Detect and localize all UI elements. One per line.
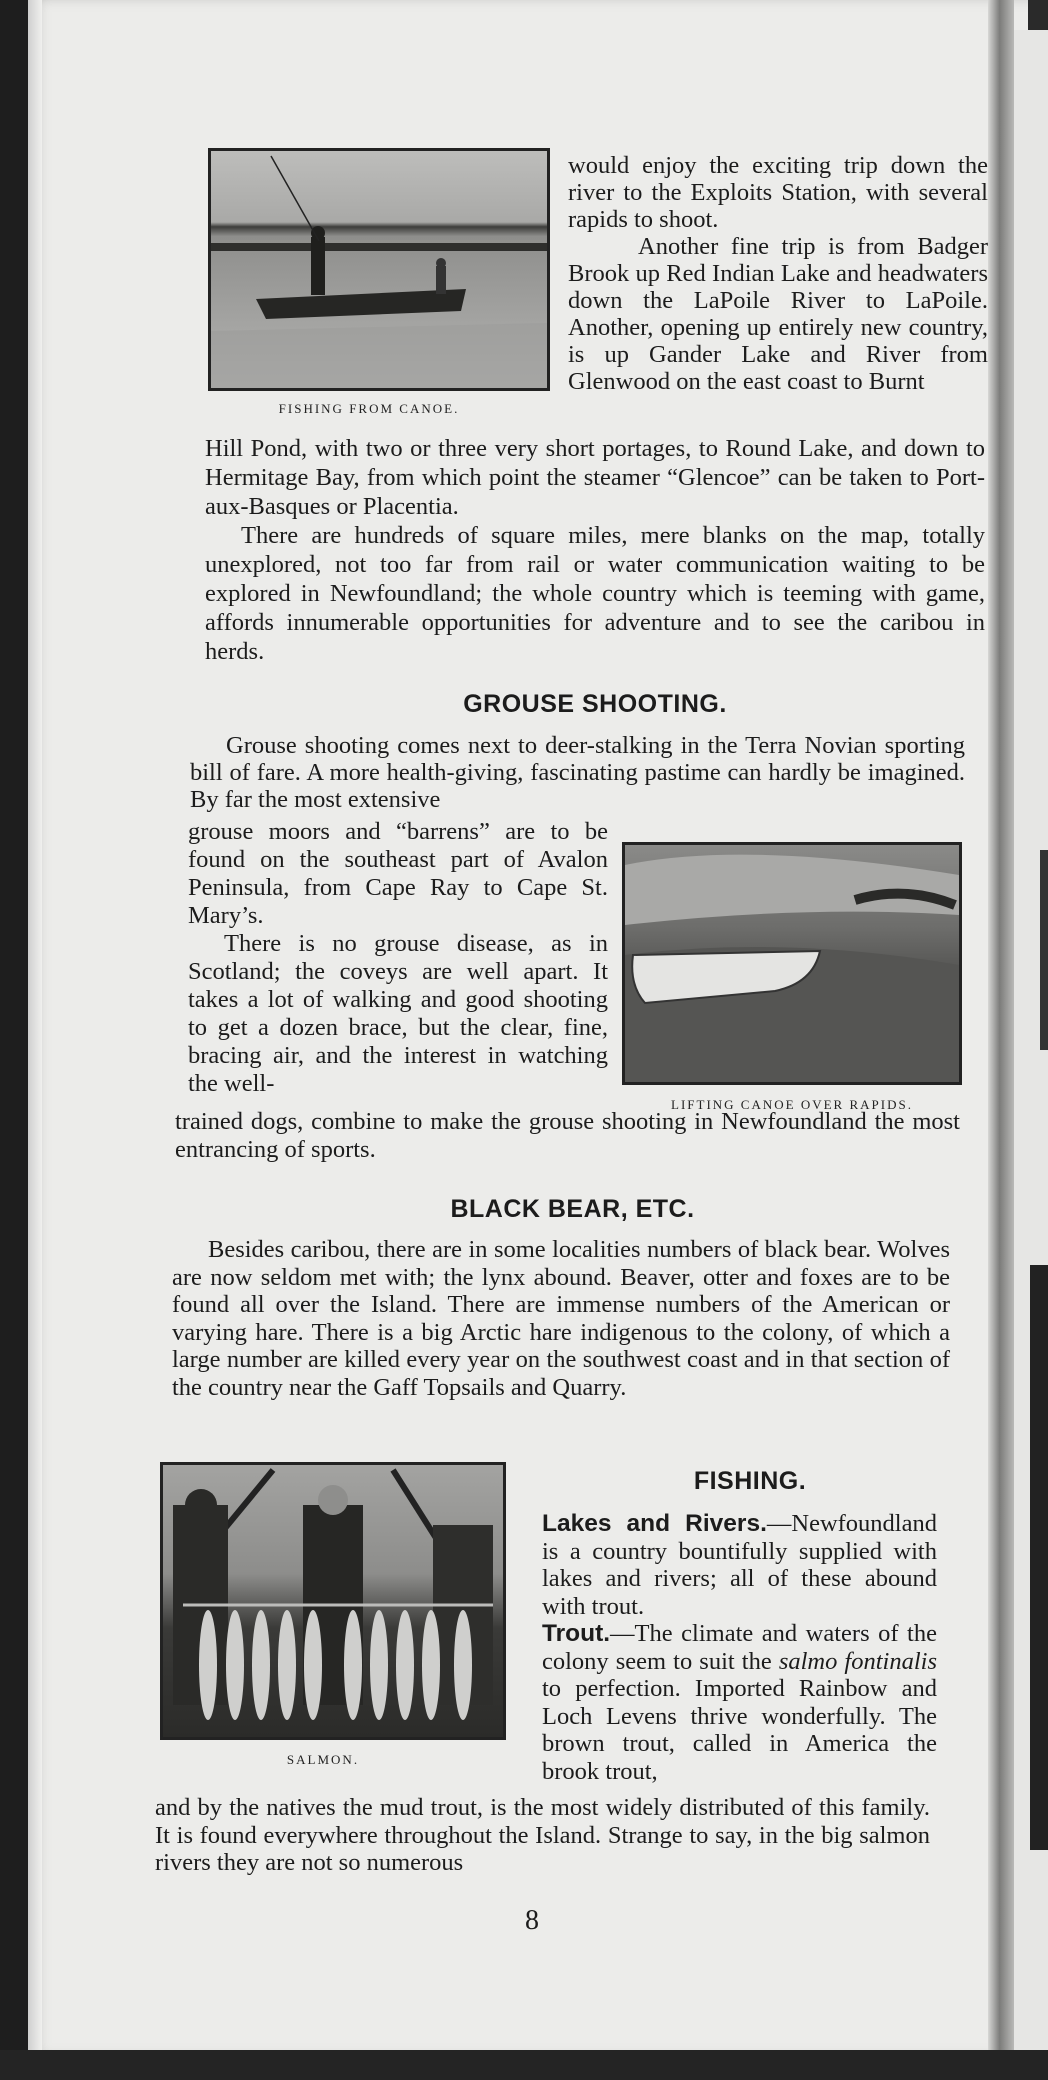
trout-text-a: —The climate and waters of the colony seem to suit the xyxy=(542,1620,937,1675)
paragraph-mud-trout: and by the natives the mud trout, is the most widely distributed of this family. It is found everywhere throughout the Island. Strange to say, in the big salmon rivers they are not so numerous xyxy=(155,1794,930,1876)
trout-text-b: to perfection. Imported Rainbow and Loch Levens thrive wonderfully. The brown trout, called in America the brook trout, xyxy=(542,1675,937,1785)
paragraph-lakes-and-rivers xyxy=(542,1510,937,1620)
paragraph-unexplored-country: There are hundreds of square miles, mere blanks on the map, totally unexplored, not too far from rail or water communication waiting to be explored in Newfoundland; the whole country which is teeming with game, affords innumerable opportunities for adventure and to see the caribou in herds. xyxy=(205,522,985,665)
scan-background-bottom xyxy=(0,2050,1048,2080)
book-gutter xyxy=(988,0,1014,2060)
paragraph-grouse-disease: There is no grouse disease, as in Scotland; the coveys are well apart. It takes a lot of walking and good shooting to get a dozen brace, but the clear, fine, bracing air, and the interest in watching the well- xyxy=(188,930,608,1097)
paragraph-badger-brook-trip: Another fine trip is from Badger Brook up Red Indian Lake and headwaters down the LaPoile River to LaPoile. Another, opening up entirely new country, is up Gander Lake and River from Glenwood on the east coast to Burnt xyxy=(568,233,988,395)
fishing-from-canoe-photo xyxy=(208,148,550,391)
heading-grouse-shooting: GROUSE SHOOTING. xyxy=(463,690,727,718)
trout-label: Trout. xyxy=(542,1620,611,1647)
salmon-photo xyxy=(160,1462,506,1740)
canoe-scene-illustration xyxy=(211,151,547,388)
salmon-caption: SALMON. xyxy=(286,1752,360,1767)
lifting-canoe-caption: LIFTING CANOE OVER RAPIDS. xyxy=(671,1097,913,1112)
lifting-canoe-photo xyxy=(622,842,962,1085)
page-number: 8 xyxy=(525,1905,539,1936)
scan-background-left xyxy=(0,0,30,2080)
lakes-and-rivers-label: Lakes and Rivers. xyxy=(542,1510,767,1537)
page-edge-shadow xyxy=(28,0,42,2055)
paragraph-grouse-moors: grouse moors and “barrens” are to be found on the southeast part of Avalon Peninsula, from Cape Ray to Cape St. Mary’s. xyxy=(188,818,608,929)
paragraph-black-bear: Besides caribou, there are in some localities numbers of black bear. Wolves are now seldom met with; the lynx abound. Beaver, otter and foxes are to be found all over the Island. There are immense numbers of the American or varying hare. There is a big Arctic hare indigenous to the colony, of which a large number are killed every year on the southwest coast and in that section of the country near the Gaff Topsails and Quarry. xyxy=(172,1236,950,1401)
heading-fishing: FISHING. xyxy=(693,1467,807,1495)
fishing-from-canoe-caption: FISHING FROM CANOE. xyxy=(278,401,460,416)
rapids-scene-illustration xyxy=(625,845,959,1082)
paragraph-burnt-hill-pond: Hill Pond, with two or three very short portages, to Round Lake, and down to Hermitage Bay, from which point the steamer “Glencoe” can be taken to Port-aux-Basques or Placentia. xyxy=(205,435,985,520)
paragraph-grouse-intro: Grouse shooting comes next to deer-stalking in the Terra Novian sporting bill of fare. A more health-giving, fascinating pastime can hardly be imagined. By far the most extensive xyxy=(190,732,965,813)
salmon-catch-illustration xyxy=(163,1465,503,1737)
paragraph-trout xyxy=(542,1620,937,1785)
heading-black-bear: BLACK BEAR, ETC. xyxy=(450,1195,695,1223)
paragraph-trained-dogs: trained dogs, combine to make the grouse shooting in Newfoundland the most entrancing of sports. xyxy=(175,1108,960,1163)
adjacent-page-image-fragment xyxy=(1040,850,1048,1050)
lakes-and-rivers-text: —Newfoundland is a country bountifully supplied with lakes and rivers; all of these abound with trout. xyxy=(542,1510,937,1620)
salmo-fontinalis-term: salmo fontinalis xyxy=(778,1647,937,1675)
adjacent-page-photo-fragment xyxy=(1030,1265,1048,1850)
paragraph-exploits-trip: would enjoy the exciting trip down the river to the Exploits Station, with several rapids to shoot. xyxy=(568,152,988,233)
